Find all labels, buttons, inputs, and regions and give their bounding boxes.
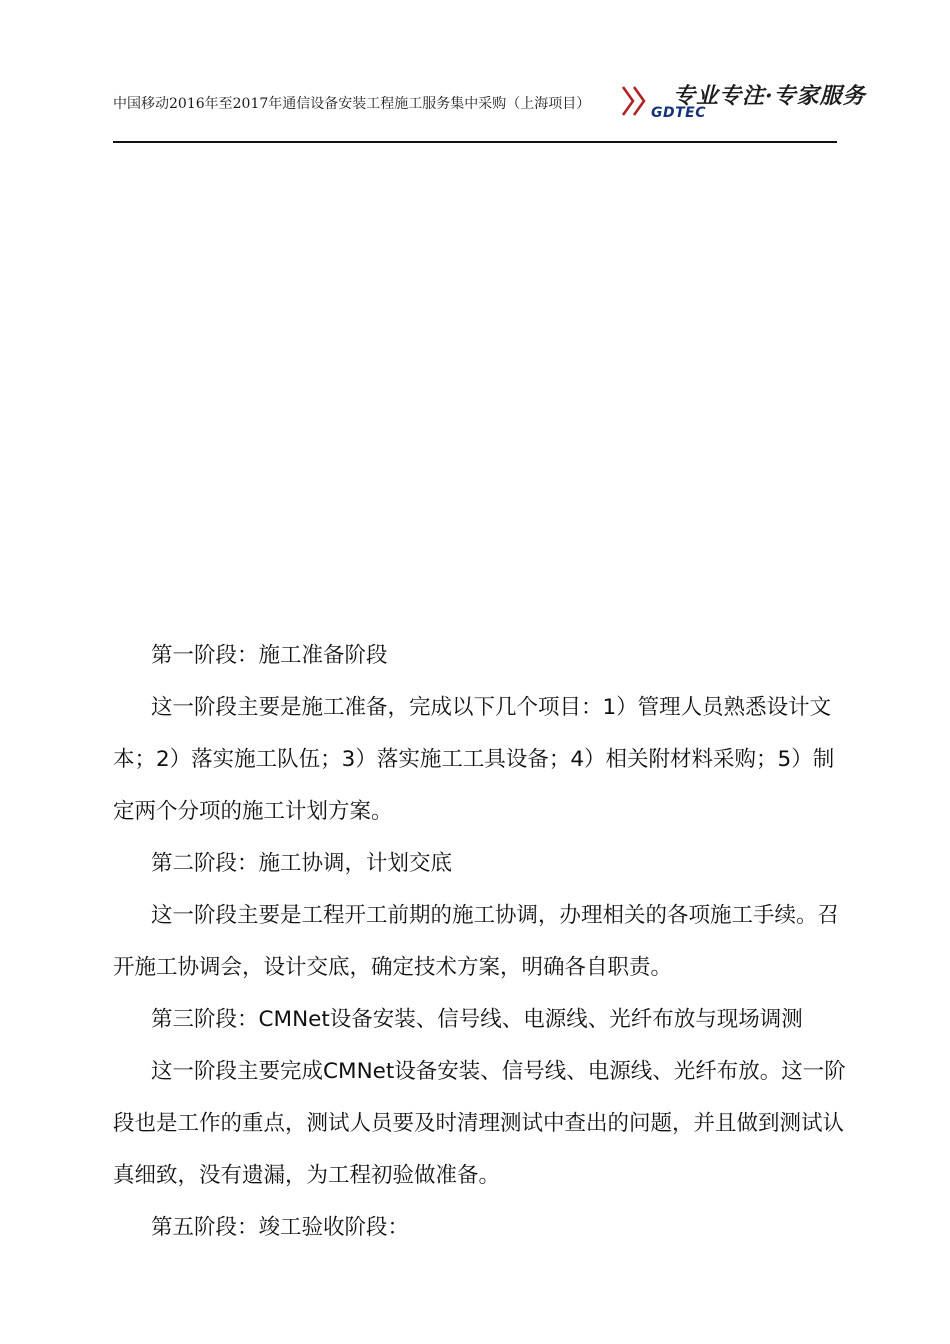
logo-slogan: 专业专注·专家服务 [673,83,866,109]
stage-two-description: 这一阶段主要是工程开工前期的施工协调，办理相关的各项施工手续。召开施工协调会，设计交底，确定技术方案，明确各自职责。 [113,903,840,980]
stage-one-description: 这一阶段主要是施工准备，完成以下几个项目：1）管理人员熟悉设计文本；2）落实施工队伍；3）落实施工工具设备；4）相关附材料采购；5）制定两个分项的施工计划方案。 [113,695,835,824]
stage-three-heading: 第三阶段：CMNet设备安装、信号线、电源线、光纤布放与现场调测 [151,1007,803,1032]
header-divider [113,141,837,143]
logo-brand: GDTEC [651,105,706,121]
page-header [113,78,866,144]
stage-two-heading: 第二阶段：施工协调，计划交底 [151,851,453,876]
document-body [113,630,851,1254]
double-chevron-icon [621,84,651,118]
stage-three-description: 这一阶段主要完成CMNet设备安装、信号线、电源线、光纤布放。这一阶段也是工作的重点，测试人员要及时清理测试中查出的问题，并且做到测试认真细致，没有遗漏，为工程初验做准备。 [113,1059,846,1188]
document-title: 中国移动2016年至2017年通信设备安装工程施工服务集中采购（上海项目） [113,96,591,112]
stage-one-heading: 第一阶段：施工准备阶段 [151,643,388,668]
company-logo [621,78,871,126]
stage-five-heading: 第五阶段：竣工验收阶段： [151,1215,410,1240]
